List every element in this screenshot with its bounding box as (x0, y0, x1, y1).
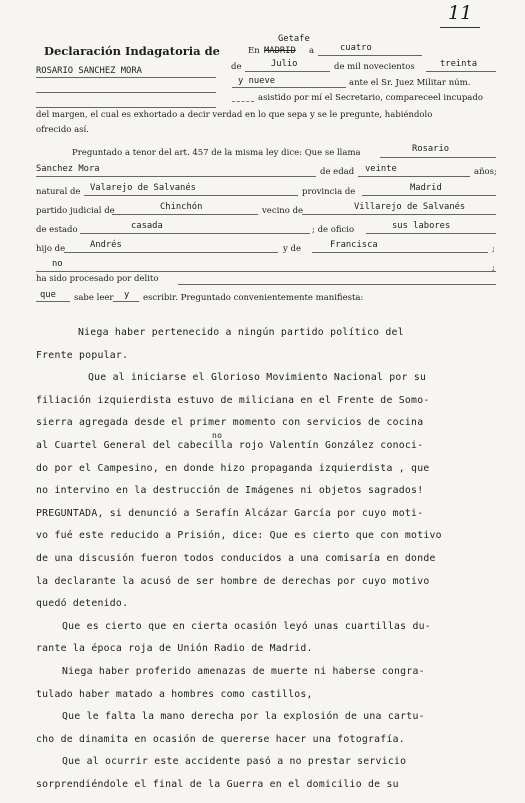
job-label: ; de oficio (312, 225, 355, 235)
body-line-2: Frente popular. (36, 349, 129, 361)
month-line (245, 71, 330, 72)
month-value: Julio (271, 59, 298, 69)
body-line-14: Que es cierto que en cierta ocasión leyó unas cuartillas du- (62, 620, 431, 632)
body-line-9: PREGUNTADA, si denunció a Serafín Alcázar García por cuyo moti- (36, 507, 424, 519)
name-rest: Sanchez Mora (36, 164, 100, 174)
district-label: partido judicial de (36, 206, 115, 216)
page-number: 11 (448, 2, 473, 24)
processed-value-line (36, 271, 496, 272)
district-line (112, 214, 258, 215)
place-struck: MADRID (264, 46, 296, 56)
province-value: Madrid (410, 183, 442, 193)
place-intro: En (248, 46, 260, 56)
mother-line (312, 252, 488, 253)
read-line (36, 301, 70, 302)
natural-line (84, 195, 298, 196)
body-line-6: al Cuartel General del cabecilla rojo Valentín González conoci- (36, 440, 424, 451)
province-label: provincia de (302, 187, 356, 197)
processed-semicolon: ; (492, 263, 495, 273)
status-line (80, 233, 310, 234)
name-line-3 (36, 107, 216, 108)
year-value-1: treinta (440, 59, 478, 69)
body-line-16: Niega haber proferido amenazas de muerte ni haberse congra- (62, 666, 425, 677)
body-line-15: rante la época roja de Unión Radio de Madrid. (36, 643, 313, 655)
and-label: y de (283, 244, 301, 254)
form-intro: Preguntado a tenor del art. 457 de la misma ley dice: Que se llama (72, 148, 361, 158)
body-line-5: sierra agregada desde el primer momento con servicios de cocina (36, 417, 424, 429)
day-prefix: a (309, 46, 315, 56)
province-line (362, 195, 496, 196)
name-first-line (380, 157, 496, 158)
neighbor-label: vecino de (262, 206, 304, 216)
processed-line (178, 284, 496, 285)
status-label: de estado (36, 225, 78, 235)
job-value: sus labores (392, 221, 451, 231)
body-line-20: Que al ocurrir este accidente pasó a no prestar servicio (62, 756, 407, 768)
day-line (318, 55, 422, 56)
body-line-3: Que al iniciarse el Glorioso Movimiento Nacional por su (88, 372, 427, 384)
assisted-text: asistido por mí el Secretario, compareceel incupado (258, 93, 483, 103)
margin-text: del margen, el cual es exhortado a decir verdad en lo que sepa y se le pregunte, habiéndolo (36, 110, 433, 120)
write-value: y (124, 290, 130, 300)
body-line-8: no intervino en la destrucción de Imágenes ni objetos sagrados! (36, 485, 424, 497)
name-first: Rosario (412, 144, 450, 154)
district-value: Chinchón (160, 202, 203, 212)
read-label: sabe leer (74, 293, 114, 303)
age-value: veinte (365, 164, 397, 174)
father-line (64, 252, 278, 253)
job-line (366, 233, 496, 234)
assisted-lead-line (232, 101, 254, 102)
body-line-17: tulado haber matado a hombres como castillos, (36, 688, 313, 700)
body-line-10: vo fué este reducido a Prisión, dice: Que es cierto que con motivo (36, 530, 442, 542)
read-value: que (40, 290, 56, 300)
place-value: Getafe (278, 34, 310, 44)
status-value: casada (131, 221, 163, 231)
judge-label: ante el Sr. Juez Militar núm. (349, 78, 471, 88)
name-line-2 (36, 92, 216, 93)
year-line-2 (232, 87, 346, 88)
name-rest-line (36, 176, 316, 177)
age-line (358, 176, 470, 177)
body-line-13: quedó detenido. (36, 598, 129, 610)
page-number-underline (440, 27, 480, 28)
neighbor-value: Villarejo de Salvanés (354, 202, 466, 212)
body-line-19: cho de dinamita en ocasión de quererse hacer una fotografía. (36, 733, 405, 745)
insert-note: no (212, 431, 223, 440)
write-line (113, 301, 139, 302)
processed-label: ha sido procesado por delito (36, 274, 159, 284)
father-value: Andrés (90, 240, 122, 250)
mother-semicolon: ; (492, 244, 495, 254)
year-value-2: y nueve (238, 76, 276, 86)
year-line-1 (426, 71, 496, 72)
age-label: de edad (320, 167, 355, 177)
year-label: de mil novecientos (334, 62, 415, 72)
declaration-title: Declaración Indagatoria de (44, 44, 220, 58)
offered-text: ofrecido así. (36, 125, 89, 135)
body-line-18: Que le falta la mano derecha por la explosión de una cartu- (62, 711, 425, 723)
declarant-name: ROSARIO SANCHEZ MORA (36, 66, 142, 76)
name-line-1 (36, 77, 216, 78)
body-line-12: la declarante la acusó de ser hombre de derechas por cuyo motivo (36, 575, 430, 587)
write-label: escribir. Preguntado convenientemente manifiesta: (143, 293, 364, 303)
natural-value: Valarejo de Salvanés (90, 183, 196, 193)
mother-value: Francisca (330, 240, 378, 250)
neighbor-line (302, 214, 496, 215)
month-prefix: de (231, 62, 242, 72)
processed-value: no (52, 259, 63, 269)
body-line-4: filiación izquierdista estuvo de miliciana en el Frente de Somo- (36, 394, 430, 406)
years-label: años; (474, 167, 497, 177)
day-value: cuatro (340, 43, 372, 53)
child-label: hijo de (36, 244, 66, 254)
body-line-21: sorprendiéndole el final de la Guerra en el domicilio de su (36, 779, 399, 790)
body-line-11: de una discusión fueron todos conducidos a una comisaría en donde (36, 553, 436, 564)
body-line-7: do por el Campesino, en donde hizo propaganda izquierdista , que (36, 462, 430, 474)
body-line-1: Niega haber pertenecido a ningún partido político del (78, 327, 404, 338)
natural-label: natural de (36, 187, 81, 197)
